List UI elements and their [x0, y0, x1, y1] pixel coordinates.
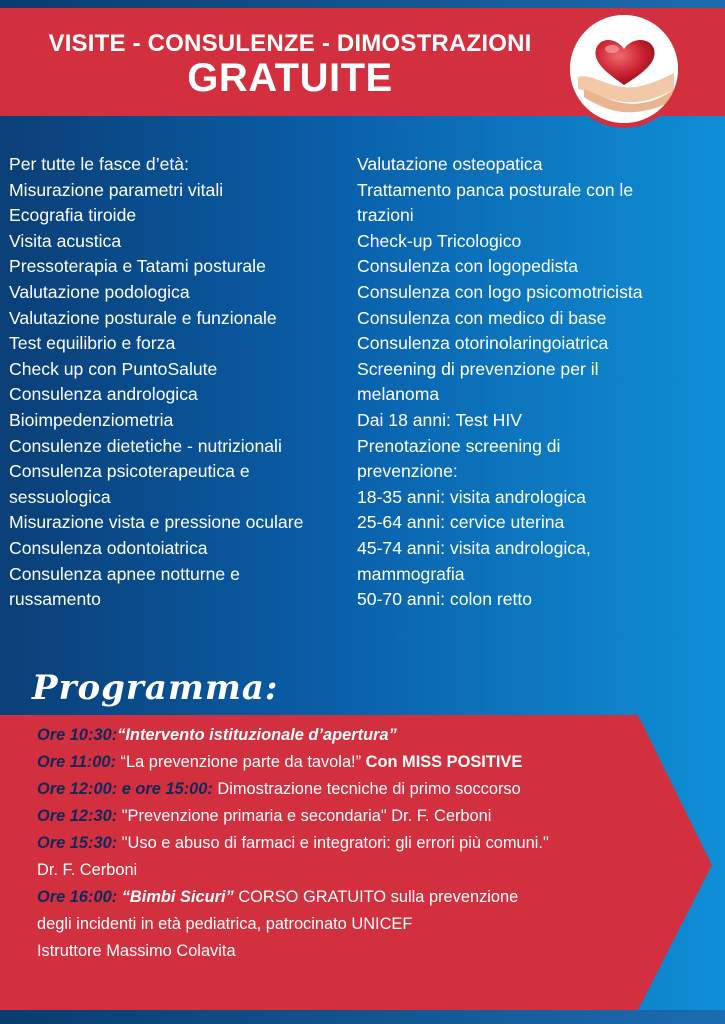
programma-text: degli incidenti in età pediatrica, patrocinato UNICEF [37, 915, 413, 933]
service-item: 50-70 anni: colon retto [357, 589, 533, 610]
programma-guest: Con MISS POSITIVE [365, 753, 523, 771]
service-item: Screening di prevenzione per il [357, 358, 599, 379]
service-item: Check up con PuntoSalute [9, 358, 218, 379]
service-item: mammografia [357, 563, 465, 584]
service-item: Bioimpedenziometria [9, 409, 174, 430]
service-item: Test equilibrio e forza [9, 333, 176, 354]
service-item: prevenzione: [357, 461, 458, 482]
service-item: 45-74 anni: visita andrologica, [357, 537, 591, 558]
service-item: melanoma [357, 384, 440, 405]
service-item: Per tutte le fasce d’età: [9, 154, 189, 174]
programma-item [37, 938, 677, 965]
programma-text: Dr. F. Cerboni [37, 861, 138, 879]
programma-time: Ore 15:30: [37, 834, 118, 852]
service-item: trazioni [357, 205, 414, 226]
programma-highlight: “Bimbi Sicuri” [117, 888, 234, 906]
service-item: Consulenza con medico di base [357, 307, 607, 328]
service-item: russamento [9, 589, 101, 610]
programma-highlight: “Intervento istituzionale d’apertura” [117, 726, 397, 744]
bottom-strip [0, 1010, 725, 1024]
service-item: Consulenza andrologica [9, 384, 198, 405]
programma-text: Istruttore Massimo Colavita [37, 942, 236, 960]
programma-time: Ore 10:30: [37, 726, 118, 744]
service-item: Pressoterapia e Tatami posturale [9, 256, 266, 277]
programma-text: “La prevenzione parte da tavola!” [115, 753, 366, 771]
service-item: 25-64 anni: cervice uterina [357, 512, 565, 533]
services-right-column [357, 152, 717, 613]
programma-time: Ore 16:00: [37, 888, 118, 906]
programma-item [37, 884, 677, 911]
service-item: Misurazione parametri vitali [9, 179, 224, 200]
service-item: Consulenze dietetiche - nutrizionali [9, 435, 282, 456]
service-item: 18-35 anni: visita andrologica [357, 486, 586, 507]
programma-item [37, 830, 677, 857]
service-item: Valutazione podologica [9, 281, 190, 302]
programma-time: Ore 12:30: [37, 807, 118, 825]
service-item: Consulenza psicoterapeutica e [9, 461, 250, 482]
service-item: sessuologica [9, 486, 111, 507]
programma-text: Dimostrazione tecniche di primo soccorso [212, 780, 521, 798]
programma-item [37, 857, 677, 884]
programma-text: "Prevenzione primaria e secondaria" Dr. F. Cerboni [117, 807, 492, 825]
services-left-column [9, 152, 354, 613]
programma-item [37, 722, 677, 749]
top-strip [0, 0, 725, 8]
service-item: Trattamento panca posturale con le [357, 179, 634, 200]
service-item: Consulenza otorinolaringoiatrica [357, 333, 609, 354]
service-item: Valutazione posturale e funzionale [9, 307, 277, 328]
programma-text: "Uso e abuso di farmaci e integratori: gli errori più comuni." [117, 834, 549, 852]
heart-in-hands-icon [565, 10, 683, 128]
header-subtitle: VISITE - CONSULENZE - DIMOSTRAZIONI [48, 30, 532, 57]
service-item: Consulenza con logo psicomotricista [357, 281, 643, 302]
programma-item [37, 803, 677, 830]
programma-text: CORSO GRATUITO sulla prevenzione [233, 888, 519, 906]
service-item: Misurazione vista e pressione oculare [9, 512, 304, 533]
service-item: Ecografia tiroide [9, 205, 137, 226]
programma-list [37, 722, 677, 965]
service-item: Valutazione osteopatica [357, 154, 543, 174]
service-item: Consulenza odontoiatrica [9, 537, 208, 558]
service-item: Consulenza con logopedista [357, 256, 579, 277]
service-item: Check-up Tricologico [357, 230, 522, 251]
programma-item [37, 776, 677, 803]
service-item: Consulenza apnee notturne e [9, 563, 240, 584]
header-title: GRATUITE [187, 56, 393, 100]
programma-title: Programma: [32, 668, 279, 708]
service-item: Visita acustica [9, 230, 122, 251]
programma-time: Ore 12:00: e ore 15:00: [37, 780, 213, 798]
programma-time: Ore 11:00: [37, 753, 116, 771]
programma-item [37, 911, 677, 938]
service-item: Dai 18 anni: Test HIV [357, 409, 522, 430]
service-item: Prenotazione screening di [357, 435, 561, 456]
programma-item [37, 749, 677, 776]
